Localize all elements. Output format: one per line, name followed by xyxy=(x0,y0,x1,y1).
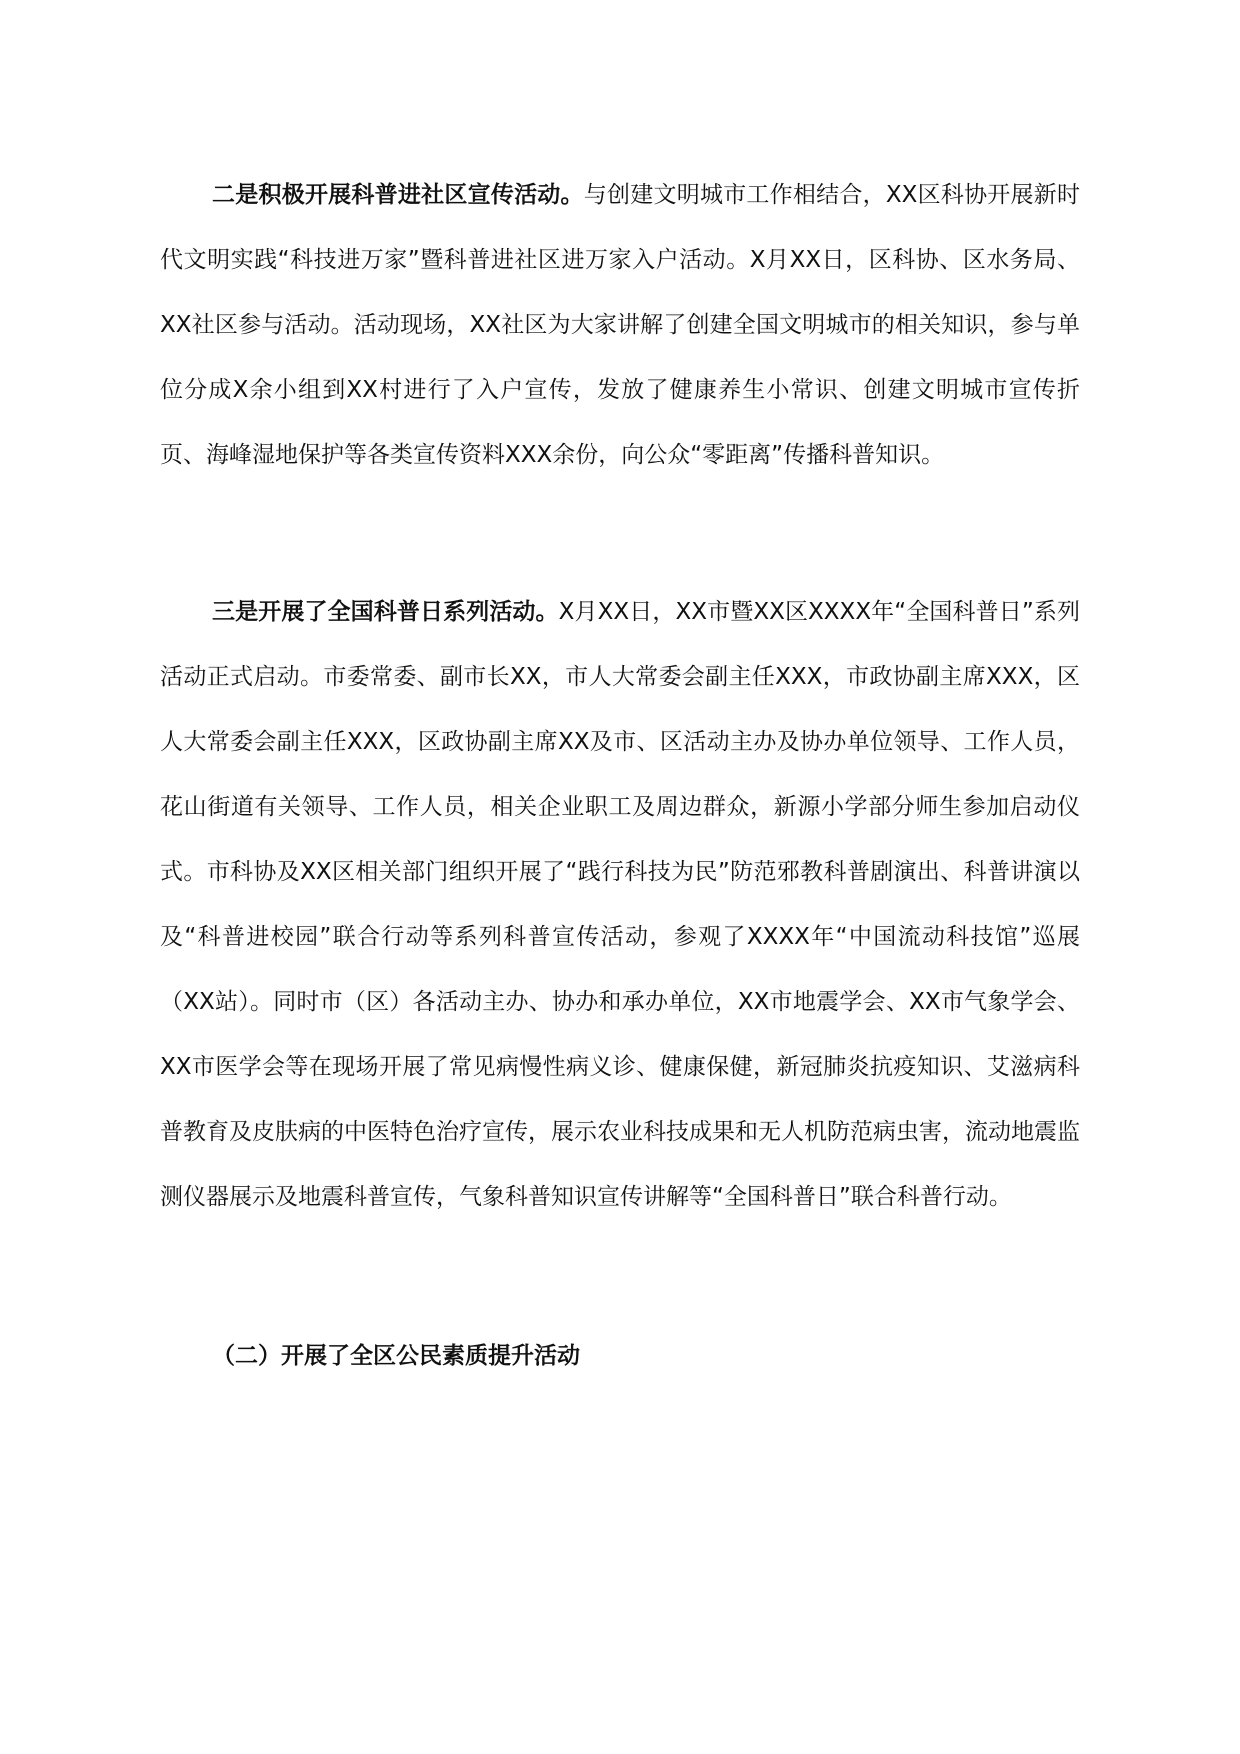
paragraph-science-day xyxy=(160,580,1080,1230)
paragraph-lead: 二是积极开展科普进社区宣传活动。 xyxy=(212,182,584,208)
paragraph-body: X月XX日，XX市暨XX区XXXX年“全国科普日”系列活动正式启动。市委常委、副市长XX，市人大常委会副主任XXX，市政协副主席XXX，区人大常委会副主任XXX，区政协副主席XX及市、区活动主办及协办单位领导、工作人员，花山街道有关领导、工作人员，相关企业职工及周边群众，新源小学部分师生参加启动仪式。市科协及XX区相关部门组织开展了“践行科技为民”防范邪教科普剧演出、科普讲演以及“科普进校园”联合行动等系列科普宣传活动，参观了XXXX年“中国流动科技馆”巡展（XX站）。同时市（区）各活动主办、协办和承办单位，XX市地震学会、XX市气象学会、XX市医学会等在现场开展了常见病慢性病义诊、健康保健，新冠肺炎抗疫知识、艾滋病科普教育及皮肤病的中医特色治疗宣传，展示农业科技成果和无人机防范病虫害，流动地震监测仪器展示及地震科普宣传，气象科普知识宣传讲解等“全国科普日”联合科普行动。 xyxy=(160,599,1081,1210)
section-heading: （二）开展了全区公民素质提升活动 xyxy=(212,1343,580,1369)
paragraph-body: 与创建文明城市工作相结合，XX区科协开展新时代文明实践“科技进万家”暨科普进社区进万家入户活动。X月XX日，区科协、区水务局、XX社区参与活动。活动现场，XX社区为大家讲解了创建全国文明城市的相关知识，参与单位分成X余小组到XX村进行了入户宣传，发放了健康养生小常识、创建文明城市宣传折页、海峰湿地保护等各类宣传资料XXX余份，向公众“零距离”传播科普知识。 xyxy=(160,182,1081,468)
paragraph-community-outreach xyxy=(160,163,1080,488)
paragraph-lead: 三是开展了全国科普日系列活动。 xyxy=(212,599,559,625)
